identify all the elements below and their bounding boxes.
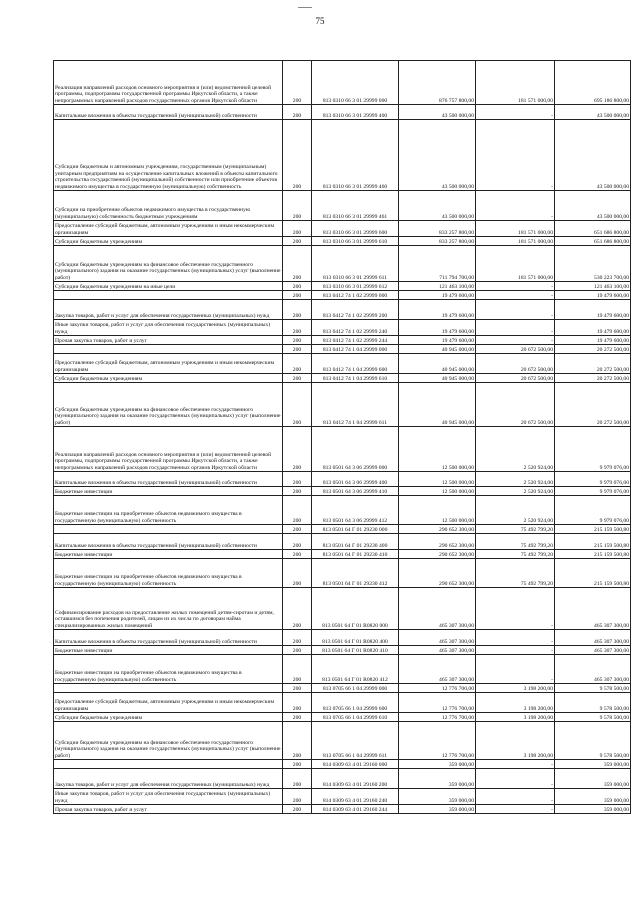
row-description: Капитальные вложения в объекты государственной (муниципальной) собственности: [54, 472, 283, 487]
row-amount-original: 465 307 300,00: [399, 646, 476, 655]
row-amount-change: 20 672 500,00: [476, 374, 555, 383]
row-amount-change: 181 571 000,00: [476, 237, 555, 246]
row-admin-code: 200: [283, 655, 312, 684]
row-admin-code: 200: [283, 487, 312, 496]
row-description: Реализация направлений расходов основного мероприятия и (или) ведомственной целевой программы, подпрограммы государственной программы Иркутской области, а также непрограммных направлений расходов государственных органов Иркутской области: [54, 427, 283, 472]
row-amount-final: 20 272 500,00: [555, 345, 631, 354]
row-amount-change: -: [476, 105, 555, 120]
row-admin-code: 200: [283, 525, 312, 534]
row-budget-code: 813 0501 64 Г 01 R0820 410: [312, 646, 399, 655]
row-amount-final: 9 578 500,00: [555, 713, 631, 722]
table-row: [54, 291, 631, 300]
row-amount-final: 9 979 076,00: [555, 487, 631, 496]
row-description: Субсидии бюджетным учреждениям: [54, 713, 283, 722]
row-amount-final: 465 307 300,00: [555, 646, 631, 655]
row-amount-change: 20 672 500,00: [476, 383, 555, 427]
row-description: Реализация направлений расходов основного мероприятия и (или) ведомственной целевой программы, подпрограммы государственной программы Иркутской области, а также непрограммных направлений расходов государственных органов Иркутской области: [54, 61, 283, 105]
table-row: [54, 246, 631, 282]
row-admin-code: 200: [283, 559, 312, 588]
row-amount-final: 215 159 500,80: [555, 550, 631, 559]
row-amount-final: 121 463 100,00: [555, 282, 631, 291]
row-amount-original: 359 000,00: [399, 769, 476, 789]
table-row: [54, 646, 631, 655]
row-amount-original: 876 757 800,00: [399, 61, 476, 105]
row-budget-code: 813 0705 66 1 04 29999 611: [312, 722, 399, 760]
row-amount-change: -: [476, 630, 555, 646]
row-budget-code: 813 0412 74 1 04 29999 600: [312, 354, 399, 374]
row-amount-original: 12 776 700,00: [399, 722, 476, 760]
row-description: Субсидии бюджетным учреждениям на финансовое обеспечение государственного (муниципального) задания на оказание государственных (муниципальных) услуг (выполнение работ): [54, 722, 283, 760]
row-admin-code: 200: [283, 221, 312, 237]
row-amount-final: 465 307 300,00: [555, 655, 631, 684]
row-description: Субсидии бюджетным учреждениям: [54, 374, 283, 383]
row-admin-code: 200: [283, 120, 312, 191]
row-amount-change: 181 571 000,00: [476, 61, 555, 105]
row-amount-original: 833 257 800,00: [399, 221, 476, 237]
row-amount-final: 9 979 076,00: [555, 472, 631, 487]
row-budget-code: 813 0501 64 Г 01 R0820 412: [312, 655, 399, 684]
row-amount-original: 290 652 300,00: [399, 559, 476, 588]
row-admin-code: 200: [283, 789, 312, 805]
row-budget-code: 814 0309 63 4 01 29160 000: [312, 760, 399, 769]
row-amount-final: 359 000,00: [555, 805, 631, 814]
row-amount-final: 651 686 800,00: [555, 221, 631, 237]
row-description: Бюджетные инвестиции: [54, 550, 283, 559]
row-description: Софинансирование расходов на предоставление жилых помещений детям-сиротам и детям, оставшимся без попечения родителей, лицам из их числа по договорам найма специализированных жилых помещений: [54, 588, 283, 630]
row-amount-final: 9 578 500,00: [555, 722, 631, 760]
row-admin-code: 200: [283, 713, 312, 722]
row-amount-original: 12 776 700,00: [399, 693, 476, 713]
row-amount-change: 3 198 200,00: [476, 693, 555, 713]
row-amount-change: -: [476, 282, 555, 291]
row-admin-code: 200: [283, 374, 312, 383]
table-row: [54, 345, 631, 354]
row-amount-change: 181 571 000,00: [476, 221, 555, 237]
table-row: [54, 487, 631, 496]
row-admin-code: 200: [283, 282, 312, 291]
row-description: [54, 345, 283, 354]
row-admin-code: 200: [283, 684, 312, 693]
page-number: 75: [315, 16, 325, 26]
row-amount-change: 3 198 200,00: [476, 684, 555, 693]
row-amount-final: 465 307 300,00: [555, 588, 631, 630]
row-amount-original: 465 307 300,00: [399, 630, 476, 646]
row-admin-code: 200: [283, 383, 312, 427]
row-amount-original: 833 257 800,00: [399, 237, 476, 246]
row-amount-original: 12 500 000,00: [399, 487, 476, 496]
row-budget-code: 813 0412 74 1 02 29999 240: [312, 320, 399, 336]
table-row: [54, 374, 631, 383]
row-admin-code: 200: [283, 472, 312, 487]
row-description: Бюджетные инвестиции на приобретение объектов недвижимого имущества в государственную (муниципальную) собственность: [54, 655, 283, 684]
row-amount-original: 19 479 600,00: [399, 291, 476, 300]
row-amount-original: 12 776 700,00: [399, 713, 476, 722]
row-amount-change: 75 492 799,20: [476, 550, 555, 559]
row-budget-code: 813 0412 74 1 02 29999 000: [312, 291, 399, 300]
row-amount-final: 43 500 000,00: [555, 120, 631, 191]
row-admin-code: 200: [283, 760, 312, 769]
row-amount-final: 359 000,00: [555, 760, 631, 769]
row-amount-original: 12 500 000,00: [399, 472, 476, 487]
row-budget-code: 814 0309 63 4 01 29160 240: [312, 789, 399, 805]
row-amount-change: -: [476, 769, 555, 789]
row-budget-code: 813 0412 74 1 04 29999 000: [312, 345, 399, 354]
row-amount-final: 19 479 600,00: [555, 300, 631, 320]
row-amount-change: -: [476, 588, 555, 630]
row-description: Субсидии бюджетным и автономным учреждениям, государственным (муниципальным) унитарным предприятиям на осуществление капитальных вложений в объекты капитального строительства государственной (муниципальной) собственности или приобретение объектов недвижимого имущества в государственную (муниципальную) собственность: [54, 120, 283, 191]
row-description: Бюджетные инвестиции на приобретение объектов недвижимого имущества в государственную (муниципальную) собственность: [54, 559, 283, 588]
table-row: [54, 472, 631, 487]
table-row: [54, 559, 631, 588]
row-amount-change: 3 198 200,00: [476, 722, 555, 760]
table-row: [54, 120, 631, 191]
row-budget-code: 813 0501 64 Г 01 29230 400: [312, 534, 399, 550]
row-budget-code: 813 0412 74 1 04 29999 610: [312, 374, 399, 383]
row-admin-code: 200: [283, 534, 312, 550]
row-amount-final: 651 686 800,00: [555, 237, 631, 246]
row-amount-change: -: [476, 300, 555, 320]
row-budget-code: 813 0501 64 3 06 29999 412: [312, 496, 399, 525]
row-amount-change: 2 520 924,00: [476, 472, 555, 487]
table-row: [54, 655, 631, 684]
row-budget-code: 813 0501 64 3 06 29999 400: [312, 472, 399, 487]
row-amount-original: 290 652 300,00: [399, 534, 476, 550]
row-amount-final: 215 159 500,80: [555, 559, 631, 588]
row-amount-original: 465 307 300,00: [399, 588, 476, 630]
row-amount-original: 19 479 600,00: [399, 320, 476, 336]
budget-table: [53, 60, 631, 814]
row-description: Бюджетные инвестиции на приобретение объектов недвижимого имущества в государственную (муниципальную) собственность: [54, 496, 283, 525]
row-budget-code: 813 0310 66 3 01 29999 600: [312, 221, 399, 237]
row-budget-code: 813 0705 66 1 04 29999 000: [312, 684, 399, 693]
table-row: [54, 805, 631, 814]
row-description: Предоставление субсидий бюджетным, автономным учреждениям и иным некоммерческим организациям: [54, 354, 283, 374]
row-amount-change: -: [476, 655, 555, 684]
row-budget-code: 813 0501 64 Г 01 29230 410: [312, 550, 399, 559]
table-row: [54, 383, 631, 427]
table-row: [54, 525, 631, 534]
row-admin-code: 200: [283, 246, 312, 282]
row-description: Субсидии бюджетным учреждениям на финансовое обеспечение государственного (муниципального) задания на оказание государственных (муниципальных) услуг (выполнение работ): [54, 383, 283, 427]
row-budget-code: 813 0705 66 1 04 29999 610: [312, 713, 399, 722]
table-row: [54, 221, 631, 237]
row-amount-final: 43 500 000,00: [555, 191, 631, 221]
row-admin-code: 200: [283, 300, 312, 320]
row-amount-change: -: [476, 760, 555, 769]
row-budget-code: 814 0309 63 4 01 29160 244: [312, 805, 399, 814]
row-amount-change: 75 492 799,20: [476, 525, 555, 534]
row-amount-change: -: [476, 120, 555, 191]
table-row: [54, 713, 631, 722]
row-budget-code: 813 0310 66 3 01 29999 611: [312, 246, 399, 282]
table-row: [54, 693, 631, 713]
table-row: [54, 61, 631, 105]
row-admin-code: 200: [283, 722, 312, 760]
row-description: Прочая закупка товаров, работ и услуг: [54, 805, 283, 814]
row-amount-original: 40 945 000,00: [399, 383, 476, 427]
row-description: Субсидии бюджетным учреждениям на финансовое обеспечение государственного (муниципального) задания на оказание государственных (муниципальных) услуг (выполнение работ): [54, 246, 283, 282]
row-admin-code: 200: [283, 336, 312, 345]
row-amount-change: 20 672 500,00: [476, 345, 555, 354]
table-row: [54, 769, 631, 789]
row-budget-code: 813 0412 74 1 04 29999 611: [312, 383, 399, 427]
row-budget-code: 813 0310 66 3 01 29999 461: [312, 191, 399, 221]
table-row: [54, 789, 631, 805]
row-description: Бюджетные инвестиции: [54, 646, 283, 655]
table-row: [54, 300, 631, 320]
table-row: [54, 496, 631, 525]
row-admin-code: 200: [283, 320, 312, 336]
row-amount-final: 215 159 500,80: [555, 534, 631, 550]
row-amount-change: -: [476, 336, 555, 345]
row-admin-code: 200: [283, 693, 312, 713]
row-amount-final: 695 186 800,00: [555, 61, 631, 105]
table-row: [54, 282, 631, 291]
row-description: Прочая закупка товаров, работ и услуг: [54, 336, 283, 345]
row-amount-final: 19 479 600,00: [555, 320, 631, 336]
row-amount-original: 43 500 000,00: [399, 120, 476, 191]
budget-table-body: [54, 61, 631, 814]
row-description: Субсидии на приобретение объектов недвижимого имущества в государственную (муниципальную) собственность бюджетным учреждениям: [54, 191, 283, 221]
row-amount-final: 19 479 600,00: [555, 336, 631, 345]
row-amount-final: 9 578 500,00: [555, 684, 631, 693]
row-budget-code: 813 0310 66 3 01 29999 612: [312, 282, 399, 291]
row-description: [54, 760, 283, 769]
row-admin-code: 200: [283, 291, 312, 300]
row-amount-final: 465 307 300,00: [555, 630, 631, 646]
row-amount-change: -: [476, 291, 555, 300]
row-amount-change: -: [476, 320, 555, 336]
row-amount-final: 215 159 500,80: [555, 525, 631, 534]
row-description: Субсидии бюджетным учреждениям: [54, 237, 283, 246]
row-amount-original: 40 945 000,00: [399, 345, 476, 354]
table-row: [54, 320, 631, 336]
row-budget-code: 813 0501 64 Г 01 29230 412: [312, 559, 399, 588]
row-description: Предоставление субсидий бюджетным, автономным учреждениям и иным некоммерческим организациям: [54, 693, 283, 713]
row-amount-original: 465 307 300,00: [399, 655, 476, 684]
table-row: [54, 630, 631, 646]
row-amount-change: 2 520 924,00: [476, 496, 555, 525]
row-amount-original: 12 500 000,00: [399, 427, 476, 472]
row-admin-code: 200: [283, 105, 312, 120]
row-budget-code: 813 0501 64 Г 01 R0820 000: [312, 588, 399, 630]
row-amount-final: 530 223 700,00: [555, 246, 631, 282]
table-row: [54, 237, 631, 246]
row-amount-original: 43 500 000,00: [399, 191, 476, 221]
row-amount-final: 19 479 600,00: [555, 291, 631, 300]
row-amount-original: 40 945 000,00: [399, 374, 476, 383]
row-amount-final: 20 272 500,00: [555, 383, 631, 427]
table-row: [54, 534, 631, 550]
row-amount-change: -: [476, 191, 555, 221]
row-amount-final: 9 578 500,00: [555, 693, 631, 713]
row-amount-final: 9 979 076,00: [555, 496, 631, 525]
row-budget-code: 813 0501 64 Г 01 R0820 400: [312, 630, 399, 646]
row-budget-code: 813 0501 64 Г 01 29230 000: [312, 525, 399, 534]
row-admin-code: 200: [283, 237, 312, 246]
row-budget-code: 813 0412 74 1 02 29999 200: [312, 300, 399, 320]
row-admin-code: 200: [283, 630, 312, 646]
row-admin-code: 200: [283, 769, 312, 789]
row-description: [54, 291, 283, 300]
row-amount-final: 359 000,00: [555, 769, 631, 789]
row-budget-code: 813 0310 66 3 01 29999 610: [312, 237, 399, 246]
table-row: [54, 684, 631, 693]
row-description: Закупка товаров, работ и услуг для обеспечения государственных (муниципальных) нужд: [54, 300, 283, 320]
row-amount-original: 359 000,00: [399, 789, 476, 805]
row-description: Предоставление субсидий бюджетным, автономным учреждениям и иным некоммерческим организациям: [54, 221, 283, 237]
row-amount-original: 290 652 300,00: [399, 525, 476, 534]
row-amount-original: 121 463 100,00: [399, 282, 476, 291]
row-amount-final: 9 979 076,00: [555, 427, 631, 472]
row-budget-code: 813 0705 66 1 04 29999 600: [312, 693, 399, 713]
row-amount-original: 711 794 700,00: [399, 246, 476, 282]
row-admin-code: 200: [283, 496, 312, 525]
table-row: [54, 105, 631, 120]
row-admin-code: 200: [283, 805, 312, 814]
row-amount-change: 181 571 000,00: [476, 246, 555, 282]
row-description: Закупка товаров, работ и услуг для обеспечения государственных (муниципальных) нужд: [54, 769, 283, 789]
row-amount-original: 43 500 000,00: [399, 105, 476, 120]
row-admin-code: 200: [283, 61, 312, 105]
table-row: [54, 191, 631, 221]
row-description: [54, 684, 283, 693]
row-admin-code: 200: [283, 354, 312, 374]
row-budget-code: 813 0501 64 3 06 29999 000: [312, 427, 399, 472]
row-description: Иные закупки товаров, работ и услуг для обеспечения государственных (муниципальных) нужд: [54, 789, 283, 805]
row-amount-change: 75 492 799,20: [476, 534, 555, 550]
table-row: [54, 722, 631, 760]
row-budget-code: 813 0310 66 3 01 29999 000: [312, 61, 399, 105]
row-description: Капитальные вложения в объекты государственной (муниципальной) собственности: [54, 534, 283, 550]
row-amount-change: 75 492 799,20: [476, 559, 555, 588]
row-amount-original: 40 945 000,00: [399, 354, 476, 374]
row-amount-original: 19 479 600,00: [399, 300, 476, 320]
row-budget-code: 813 0501 64 3 06 29999 410: [312, 487, 399, 496]
row-budget-code: 814 0309 63 4 01 29160 200: [312, 769, 399, 789]
row-amount-original: 12 776 700,00: [399, 684, 476, 693]
row-description: Субсидии бюджетным учреждениям на иные цели: [54, 282, 283, 291]
row-amount-final: 20 272 500,00: [555, 374, 631, 383]
row-description: Иные закупки товаров, работ и услуг для обеспечения государственных (муниципальных) нужд: [54, 320, 283, 336]
row-amount-original: 359 000,00: [399, 760, 476, 769]
row-description: Капитальные вложения в объекты государственной (муниципальной) собственности: [54, 630, 283, 646]
row-budget-code: 813 0412 74 1 02 29999 244: [312, 336, 399, 345]
row-amount-change: 2 520 924,00: [476, 487, 555, 496]
row-admin-code: 200: [283, 588, 312, 630]
top-mark: [298, 7, 312, 8]
row-description: [54, 525, 283, 534]
row-description: Капитальные вложения в объекты государственной (муниципальной) собственности: [54, 105, 283, 120]
row-amount-original: 290 652 300,00: [399, 550, 476, 559]
row-amount-final: 43 500 000,00: [555, 105, 631, 120]
row-amount-final: 359 000,00: [555, 789, 631, 805]
row-amount-change: 20 672 500,00: [476, 354, 555, 374]
row-amount-original: 19 479 600,00: [399, 336, 476, 345]
row-amount-change: -: [476, 805, 555, 814]
row-admin-code: 200: [283, 427, 312, 472]
row-budget-code: 813 0310 66 3 01 29999 400: [312, 105, 399, 120]
row-amount-original: 12 500 000,00: [399, 496, 476, 525]
table-row: [54, 760, 631, 769]
table-row: [54, 336, 631, 345]
row-description: Бюджетные инвестиции: [54, 487, 283, 496]
row-budget-code: 813 0310 66 3 01 29999 460: [312, 120, 399, 191]
row-admin-code: 200: [283, 646, 312, 655]
row-amount-change: 3 198 200,00: [476, 713, 555, 722]
row-amount-change: -: [476, 646, 555, 655]
row-amount-final: 20 272 500,00: [555, 354, 631, 374]
table-row: [54, 354, 631, 374]
table-row: [54, 550, 631, 559]
row-amount-original: 359 000,00: [399, 805, 476, 814]
row-amount-change: 2 520 924,00: [476, 427, 555, 472]
table-row: [54, 588, 631, 630]
row-admin-code: 200: [283, 191, 312, 221]
row-amount-change: -: [476, 789, 555, 805]
row-admin-code: 200: [283, 550, 312, 559]
table-row: [54, 427, 631, 472]
row-admin-code: 200: [283, 345, 312, 354]
